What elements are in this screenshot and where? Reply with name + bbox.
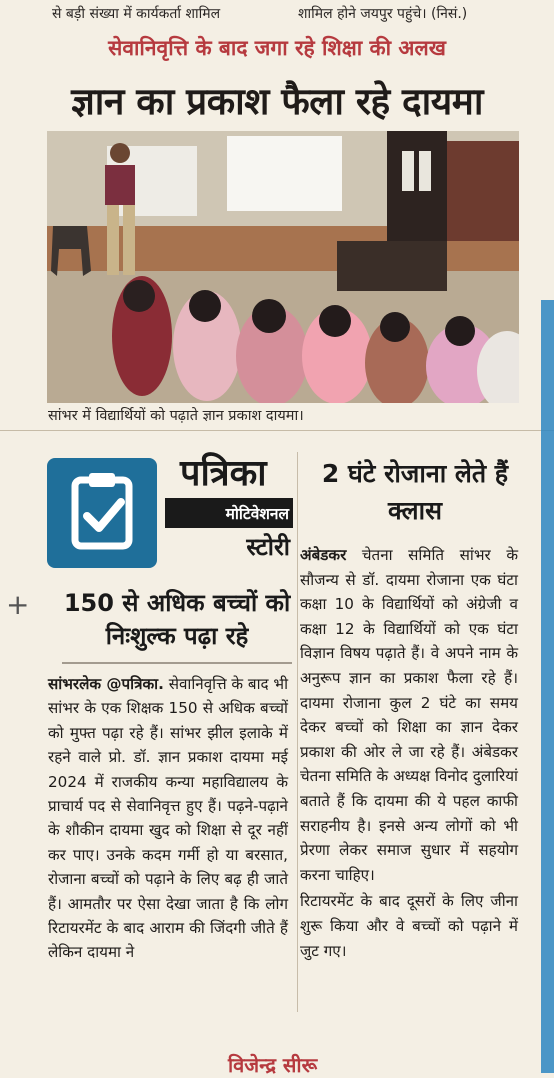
photo-caption: सांभर में विद्यार्थियों को पढ़ाते ज्ञान प्रकाश दायमा। <box>48 408 304 424</box>
right-story-text-1: चेतना समिति सांभर के सौजन्य से डॉ. दायमा रोजाना एक घंटा कक्षा 10 के विद्यार्थियों को अंग्रेजी व कक्षा 12 के विद्यार्थियों को एक घंटा विज्ञान विषय पढ़ाते हैं। वे अपने नाम के अनुरूप ज्ञान का प्रकाश फैला रहे हैं। दायमा रोजाना कुल 2 घंटे का समय देकर बच्चों को शिक्षा का ज्ञान देकर प्रकाश की ओर ले जा रहे हैं। अंबेडकर चेतना समिति के अध्यक्ष विनोद दुलारियां बताते हैं कि दायमा की ये पहल काफी सराहनीय है। इनसे अन्य लोगों को भी प्रेरणा लेकर समाज सुधार में सहयोग करना चाहिए। <box>300 546 518 884</box>
news-photo <box>47 131 519 403</box>
right-story-text-2: रिटायरमेंट के बाद दूसरों के लिए जीना शुरू किया और वे बच्चों को पढ़ाने में जुट गए। <box>300 892 518 960</box>
page-edge-stripe <box>541 300 554 1073</box>
left-story-headline: 150 से अधिक बच्चों को निःशुल्क पढ़ा रहे <box>63 589 291 650</box>
left-dateline: सांभरलेक @पत्रिका. <box>48 675 164 693</box>
right-story-body <box>300 543 518 963</box>
prev-story-snippet-left: से बड़ी संख्या में कार्यकर्ता शामिल <box>52 6 221 22</box>
main-headline: ज्ञान का प्रकाश फैला रहे दायमा <box>71 80 483 123</box>
brand-subtitle-story: स्टोरी <box>246 533 290 561</box>
clipboard-check-icon <box>47 458 157 568</box>
next-story-snippet: विजेन्द्र सीरू <box>228 1053 318 1077</box>
prev-story-snippet-right: शामिल होने जयपुर पहुंचे। (निसं.) <box>298 6 468 22</box>
brand-subtitle-band: मोटिवेशनल <box>165 498 293 528</box>
brand-name: पत्रिका <box>180 453 267 494</box>
right-lead-word: अंबेडकर <box>300 546 347 564</box>
kicker-line: सेवानिवृत्ति के बाद जगा रहे शिक्षा की अलख <box>108 36 446 60</box>
left-story-body <box>48 672 288 965</box>
section-divider <box>0 430 554 431</box>
right-story-headline: 2 घंटे रोजाना लेते हैं क्लास <box>321 459 509 525</box>
left-story-text: सेवानिवृत्ति के बाद भी सांभर के एक शिक्षक 150 से अधिक बच्चों को मुफ्त पढ़ा रहे हैं। सांभर झील इलाके में रहने वाले प्रो. डॉ. ज्ञान प्रकाश दायमा मई 2024 में राजकीय कन्या महाविद्यालय के प्राचार्य पद से सेवानिवृत्त हुए हैं। पढ़ने-पढ़ाने के शौकीन दायमा खुद को शिक्षा से दूर नहीं कर पाए। उनके कदम गर्मी हो या बरसात, रोजाना बच्चों को पढ़ाने के लिए बढ़ ही जाते हैं। आमतौर पर ऐसा देखा जाता है कि लोग रिटायरमेंट के बाद आराम की जिंदगी जीते हैं लेकिन दायमा ने <box>48 675 289 962</box>
left-headline-rule <box>62 662 292 664</box>
registration-mark: + <box>6 588 30 621</box>
column-divider <box>297 452 298 1012</box>
